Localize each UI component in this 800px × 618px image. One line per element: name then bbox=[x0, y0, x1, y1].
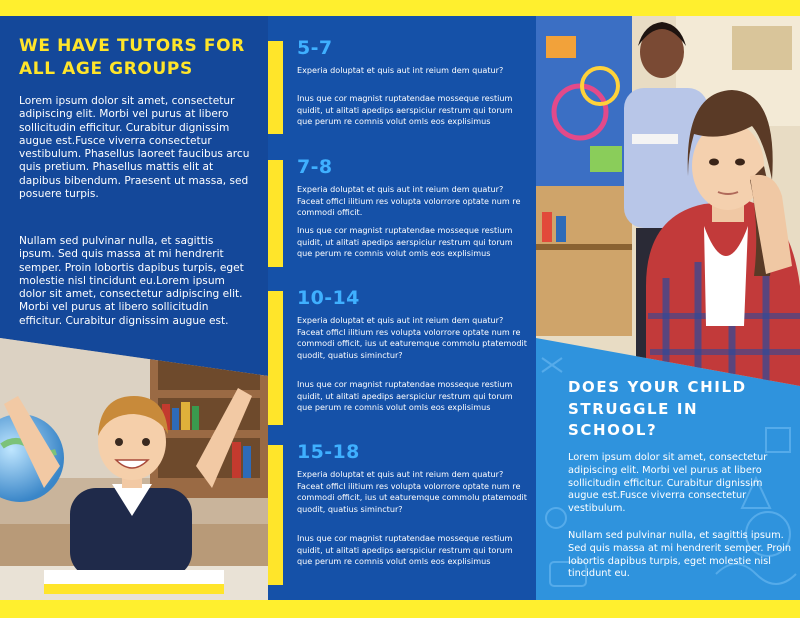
accent-bar bbox=[268, 41, 283, 134]
right-panel-title: DOES YOUR CHILD STRUGGLE IN SCHOOL? bbox=[568, 378, 747, 439]
left-paragraph-2: Nullam sed pulvinar nulla, et sagittis ipsum. Sed quis massa at mi hendrerit semper. Proin lobortis dapibus turpis, eget molestie nisl tincidunt eu.Lorem ipsum dolor sit amet, consectetur adipiscing elit. Morbi vel purus at libero sollicitudin efficitur. Curabitur dignissim augue est. bbox=[19, 235, 244, 327]
right-paragraph-2: Nullam sed pulvinar nulla, et sagittis ipsum. Sed quis massa at mi hendrerit semper. Proin lobortis dapibus turpis, eget molestie nisl tincidunt eu. bbox=[568, 530, 792, 580]
age-range-heading: 15-18 bbox=[297, 441, 360, 463]
age-group-text-1: Experia doluptat et quis aut int reium dem quatur? bbox=[297, 65, 504, 75]
accent-bar bbox=[268, 160, 283, 267]
accent-bar bbox=[268, 291, 283, 425]
right-panel bbox=[536, 16, 800, 600]
age-group-text-2: Inus que cor magnist ruptatendae mosseque restium quidit, ut alitati apedips aerspiciur restrum qui torum que perum re comnis volut omls eos explisimus bbox=[297, 379, 513, 413]
middle-panel bbox=[268, 16, 536, 600]
age-range-heading: 10-14 bbox=[297, 287, 360, 309]
right-paragraph-1: Lorem ipsum dolor sit amet, consectetur adipiscing elit. Morbi vel purus at libero sollicitudin efficitur. Curabitur dignissim augue est.Fusce viverra consectetur vestibulum. bbox=[568, 452, 768, 515]
left-paragraph-1: Lorem ipsum dolor sit amet, consectetur adipiscing elit. Morbi vel purus at libero sollicitudin efficitur. Curabitur dignissim augue est.Fusce viverra consectetur vestibulum. Phasellus laoreet faucibus arcu quis pretium. Phasellus mattis elit at dapibus bibendum. Praesent ut massa, sed posuere turpis. bbox=[19, 95, 250, 201]
age-range-heading: 7-8 bbox=[297, 156, 333, 178]
age-group-text-2: Inus que cor magnist ruptatendae mosseque restium quidit, ut alitati apedips aerspiciur restrum qui torum que perum re comnis volut omls eos explisimus bbox=[297, 225, 513, 259]
happy-boy-photo bbox=[0, 338, 268, 600]
age-group-text-1: Experia doluptat et quis aut int reium dem quatur? Faceat officl ilitium res volupta volorrore optate num re commodi officit. bbox=[297, 184, 521, 218]
age-group-text-1: Experia doluptat et quis aut int reium dem quatur? Faceat officl ilitium res volupta volorrore optate num re commodi officit, ius ut eaturemque commolu ptatemodit quodit, quatius siminctur? bbox=[297, 315, 527, 360]
age-range-heading: 5-7 bbox=[297, 37, 333, 59]
left-panel bbox=[0, 16, 268, 600]
accent-bar bbox=[268, 445, 283, 585]
age-group-text-2: Inus que cor magnist ruptatendae mosseque restium quidit, ut alitati apedips aerspiciur restrum qui torum que perum re comnis volut omls eos explisimus bbox=[297, 93, 513, 127]
left-panel-title: WE HAVE TUTORS FOR ALL AGE GROUPS bbox=[19, 36, 245, 79]
age-group-text-1: Experia doluptat et quis aut int reium dem quatur? Faceat officl ilitium res volupta volorrore optate num re commodi officit, ius ut eaturemque commolu ptatemodit quodit, quatius siminctur? bbox=[297, 469, 527, 514]
age-group-text-2: Inus que cor magnist ruptatendae mosseque restium quidit, ut alitati apedips aerspiciur restrum qui torum que perum re comnis volut omls eos explisimus bbox=[297, 533, 513, 567]
